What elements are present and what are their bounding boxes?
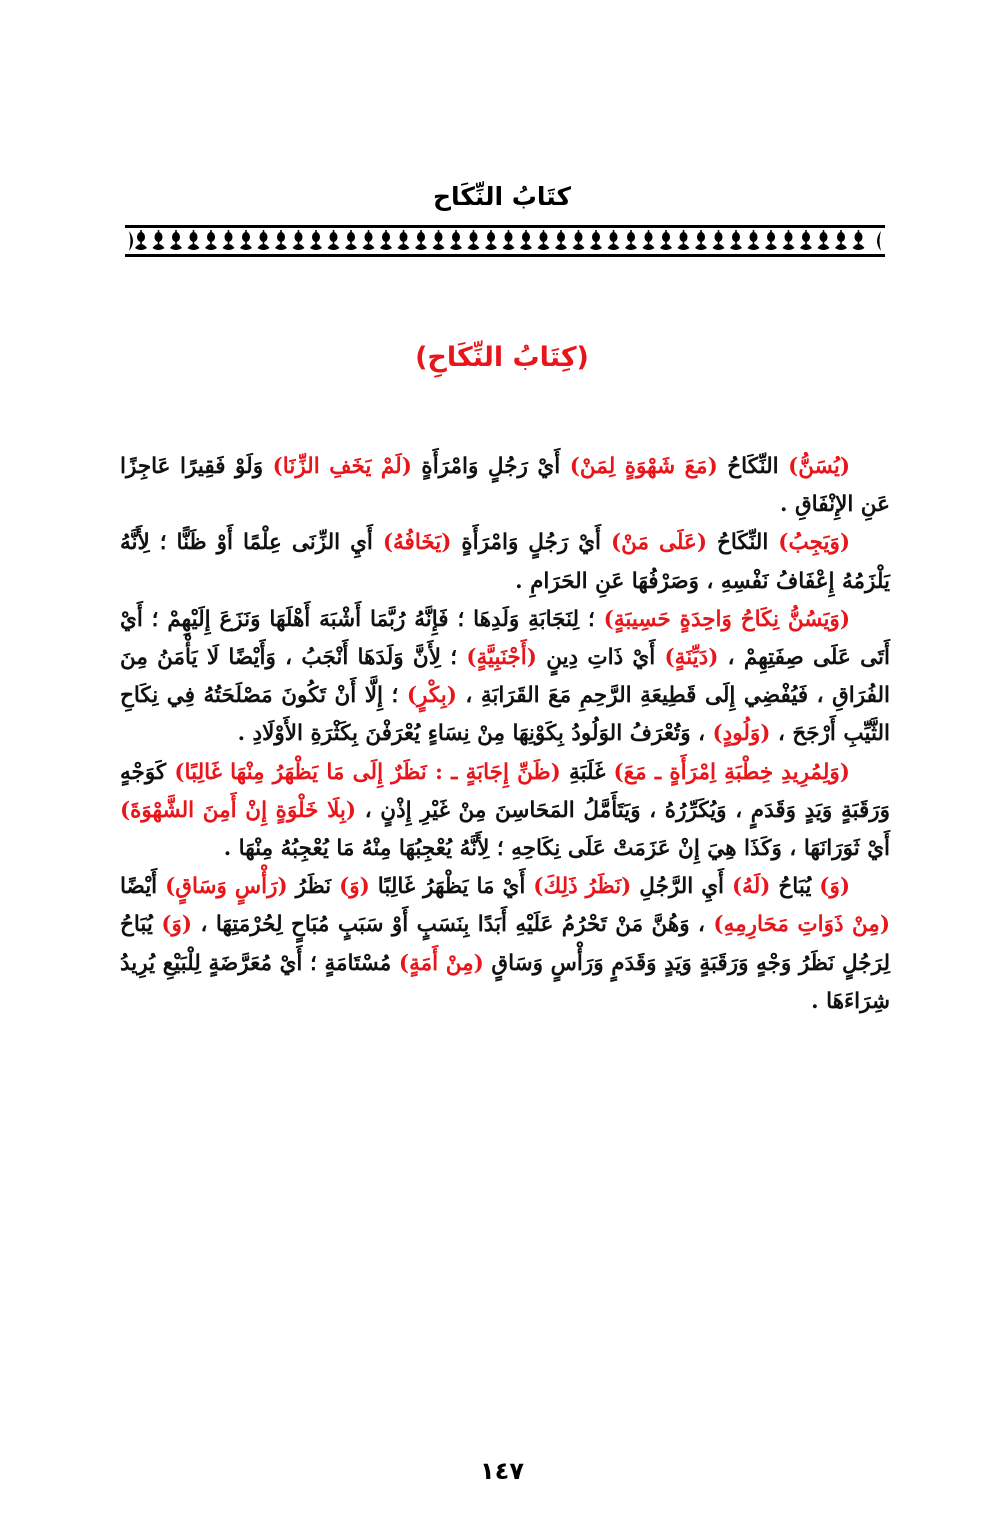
matn-text: (وَ)	[161, 912, 193, 938]
ornament-motif	[175, 230, 177, 250]
ornament-motif	[263, 230, 265, 250]
sharh-text: يُبَاحُ	[770, 874, 820, 900]
ornament-motif	[735, 230, 737, 250]
paragraph	[120, 868, 890, 1021]
matn-text: (ظَنِّ إِجَابَةٍ ـ : نَظَرٌ إِلَى مَا يَظْهَرُ مِنْهَا غَالِبًا)	[174, 759, 561, 785]
section-title: (كِتَابُ النِّكَاحِ)	[415, 342, 589, 373]
ornament-motif	[140, 230, 142, 250]
ornament-motif	[490, 230, 492, 250]
matn-text: (وَيَسُنُّ نِكَاحُ وَاحِدَةٍ حَسِيبَةٍ)	[603, 606, 850, 632]
ornament-motif	[753, 230, 755, 250]
sharh-text: النِّكَاحُ	[717, 454, 789, 479]
paragraph	[120, 601, 890, 754]
ornament-motif	[385, 230, 387, 250]
ornament-motif	[805, 230, 807, 250]
decorative-ornament-border	[125, 223, 885, 259]
ornament-motif	[298, 230, 300, 250]
matn-text: (مَعَ شَهْوَةٍ لِمَنْ)	[569, 454, 718, 479]
sharh-text: النِّكَاحُ	[707, 530, 779, 556]
paragraph	[120, 524, 890, 600]
sharh-text: يُبَاحُ لِرَجُلٍ نَظَرُ وَجْهٍ وَرَقَبَةٍ وَيَدٍ وَقَدَمٍ وَرَأْسٍ وَسَاقٍ	[120, 912, 890, 976]
matn-text: (لَمْ يَخَفِ الزِّنَا)	[272, 454, 412, 479]
sharh-text: ؛ لِنَجَابَةِ وَلَدِهَا ؛ فَإِنَّهُ رُبَّمَا أَشْبَهَ أَهْلَهَا وَنَزَعَ إِلَيْهِمْ ؛ أَيْ أَتَى عَلَى صِفَتِهِمْ ،	[120, 606, 890, 671]
matn-text: (وَلِمُرِيدِ خِطْبَةِ اِمْرَأَةٍ ـ مَعَ)	[613, 759, 850, 785]
matn-text: (أَجْنَبِيَّةٍ)	[466, 645, 537, 671]
sharh-text: أَيِ الرَّجُلِ	[631, 874, 732, 900]
ornament-motif	[788, 230, 790, 250]
sharh-text: ، وَهُنَّ مَنْ تَحْرُمُ عَلَيْهِ أَبَدًا بِنَسَبٍ أَوْ سَبَبٍ مُبَاحٍ لِحُرْمَتِهَا ،	[192, 912, 714, 938]
paragraph	[120, 754, 890, 869]
ornament-motif	[508, 230, 510, 250]
ornament-motif	[228, 230, 230, 250]
ornament-motif	[438, 230, 440, 250]
ornament-motif	[368, 230, 370, 250]
matn-text: (بِلَا خَلْوَةٍ إِنْ أَمِنَ الشَّهْوَةَ)	[120, 797, 357, 823]
page-number: ١٤٧	[480, 1457, 524, 1485]
sharh-text: أَيِ الزِّنَى عِلْمًا أَوْ ظَنًّا ؛ لِأَنَّهُ يَلْزَمُهُ إِعْفَافُ نَفْسِهِ ، وَصَرْفُهَا عَنِ الحَرَامِ .	[120, 530, 890, 594]
ornament-motif	[525, 230, 527, 250]
ornament-motif	[403, 230, 405, 250]
ornament-motif	[840, 230, 842, 250]
ornament-motif	[210, 230, 212, 250]
sharh-text: أَيْ مَا يَظْهَرُ غَالِبًا	[369, 874, 534, 900]
sharh-text: أَيْ ذَاتِ دِينٍ	[536, 645, 665, 671]
ornament-motif	[193, 230, 195, 250]
ornament-motif	[280, 230, 282, 250]
running-header-title: كتَابُ النِّكَاح	[432, 182, 572, 211]
ornament-motif	[473, 230, 475, 250]
matn-text: (مِنْ أَمَةٍ)	[398, 950, 484, 976]
sharh-text: كَوَجْهٍ وَرَقَبَةٍ وَيَدٍ وَقَدَمٍ ، وَيُكَرِّرُهُ ، وَيَتَأَمَّلُ المَحَاسِنَ مِنْ غَيْرِ إِذْنٍ ،	[120, 759, 890, 823]
ornament-motif	[158, 230, 160, 250]
sharh-text: غَلَبَةِ	[560, 759, 614, 785]
matn-text: (يُسَنُّ)	[788, 454, 851, 479]
ornament-motif	[770, 230, 772, 250]
ornament-motif	[823, 230, 825, 250]
matn-text: (عَلَى مَنْ)	[611, 530, 708, 556]
ornament-motif	[315, 230, 317, 250]
matn-text: (وَ)	[339, 874, 370, 900]
sharh-text: نَظَرُ	[287, 874, 340, 900]
matn-text: (مِنْ ذَوَاتِ مَحَارِمِهِ)	[713, 912, 890, 938]
sharh-text: أَيْ رَجُلٍ وَامْرَأَةٍ	[411, 454, 570, 479]
sharh-text: أَيْ ثَوَرَانَهَا ، وَكَذَا هِيَ إِنْ عَزَمَتْ عَلَى نِكَاحِهِ ؛ لِأَنَّهُ يُعْجِبُهَا مِنْهُ مَا يُعْجِبُهُ مِنْهَا .	[223, 836, 890, 862]
matn-text: (رَأْسٍ وَسَاقٍ)	[165, 874, 288, 900]
paragraph	[120, 448, 890, 524]
ornament-motif	[578, 230, 580, 250]
ornament-endcap	[877, 231, 881, 251]
matn-text: (يَخَافُهُ)	[382, 530, 452, 556]
ornament-motif	[595, 230, 597, 250]
matn-text: (نَظَرُ ذَلِكَ)	[533, 874, 632, 900]
ornament-motif	[858, 230, 860, 250]
sharh-text: ، وَتُعْرَفُ الوَلُودُ بِكَوْنِهَا مِنْ نِسَاءٍ يُعْرَفْنَ بِكَثْرَةِ الأَوْلَادِ .	[237, 721, 713, 747]
ornament-motif	[420, 230, 422, 250]
body-text	[120, 448, 890, 1021]
ornament-motif	[665, 230, 667, 250]
ornament-motif	[683, 230, 685, 250]
ornament-motif	[560, 230, 562, 250]
ornament-motif	[613, 230, 615, 250]
matn-text: (وَيَجِبُ)	[778, 530, 850, 556]
sharh-text: أَيْضًا	[120, 874, 166, 900]
matn-text: (دَيِّنَةٍ)	[664, 645, 719, 671]
ornament-motif	[455, 230, 457, 250]
matn-text: (لَهُ)	[732, 874, 771, 900]
sharh-text: وَلَوْ فَقِيرًا عَاجِزًا عَنِ الإِنْفَاقِ .	[120, 454, 890, 518]
ornament-motif	[630, 230, 632, 250]
sharh-text: أَيْ رَجُلٍ وَامْرَأَةٍ	[451, 530, 611, 556]
ornament-motif	[718, 230, 720, 250]
ornament-motif	[350, 230, 352, 250]
ornament-motif	[700, 230, 702, 250]
matn-text: (وَ)	[819, 874, 851, 900]
matn-text: (بِكْرٍ)	[406, 683, 457, 709]
ornament-endcap	[129, 231, 133, 251]
ornament-motif	[648, 230, 650, 250]
sharh-text: ؛ لِأَنَّ وَلَدَهَا أَنْجَبُ ، وَأَيْضًا لَا يَأْمَنُ مِنَ الفُرَاقِ ، فَيُفْضِي إِلَى قَطِيعَةِ الرَّحِمِ مَعَ القَرَابَةِ ،	[120, 645, 890, 709]
ornament-motif	[245, 230, 247, 250]
sharh-text: مُسْتَامَةٍ ؛ أَيْ مُعَرَّضَةٍ لِلْبَيْعِ يُرِيدُ شِرَاءَهَا .	[120, 950, 890, 1014]
ornament-motif	[543, 230, 545, 250]
sharh-text: ؛ إِلَّا أَنْ تَكُونَ مَصْلَحَتُهُ فِي نِكَاحِ الثَّيِّبِ أَرْجَحَ ،	[120, 683, 890, 747]
matn-text: (وَلُودٍ)	[712, 721, 771, 747]
ornament-motif	[333, 230, 335, 250]
